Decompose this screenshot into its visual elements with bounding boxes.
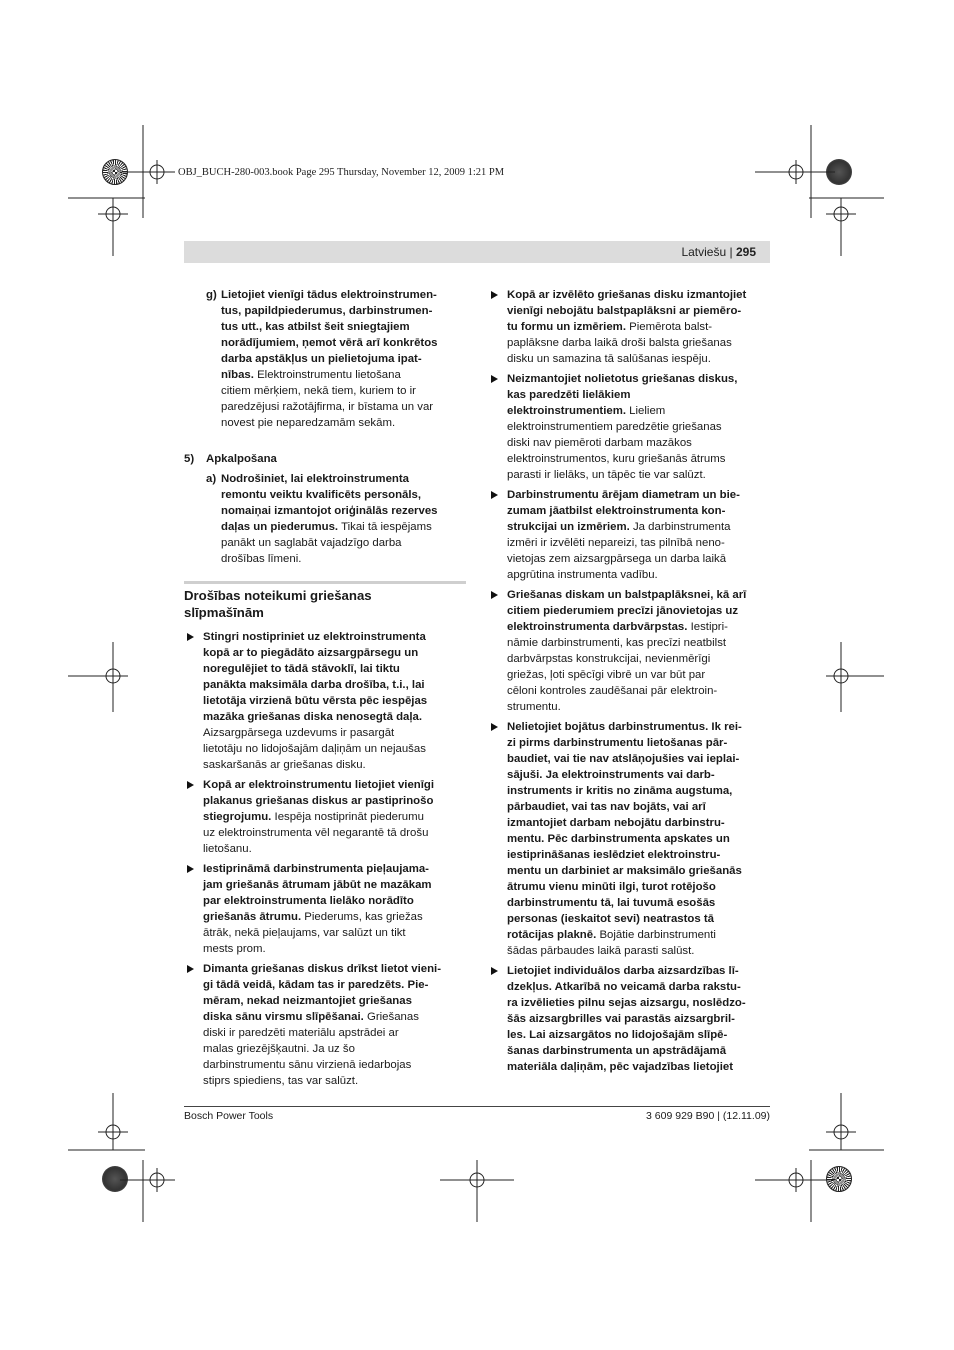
text-line: gi tādā veidā, kādam tas ir paredzēts. Pie- [203, 979, 429, 991]
normal-run: Griešanas [363, 1011, 419, 1023]
text-line: Lietojiet individuālos darba aizsardzības lī- [507, 965, 739, 977]
text-line: drošības līmeni. [221, 553, 302, 565]
text-line: nāmie darbinstrumenti, kas precīzi neatbilst [507, 637, 727, 649]
bullet-item [184, 777, 466, 857]
page-header [184, 241, 770, 263]
text-line: darbvārpstas konstrukcijai, nevienmērīgi [507, 653, 711, 665]
text-line [507, 619, 770, 635]
text-line: griežas, ļoti spēcīgi vibrē un var būt par [507, 669, 706, 681]
color-wheel-top-right [826, 159, 852, 185]
triangle-bullet-icon [491, 375, 498, 383]
text-line: Lietojiet vienīgi tādus elektroinstrumen- [221, 289, 437, 301]
text-line: tus, papildpiederumus, darbinstrumen- [221, 305, 433, 317]
text-line: Darbinstrumentu ārējam diametram un bie- [507, 489, 740, 501]
bullet-item [184, 629, 466, 773]
text-line: paplāksne darba laikā droši balsta griešanas [507, 337, 732, 349]
right-column [488, 287, 770, 1079]
text-line: pārbaudiet, vai tas nav bojāts, vai arī [507, 801, 706, 813]
normal-run: Elektroinstrumentu lietošana [253, 369, 401, 381]
triangle-bullet-icon [187, 865, 194, 873]
normal-run: Lieliem [626, 405, 666, 417]
text-line: mēram, nekad neizmantojiet griešanas [203, 995, 412, 1007]
text-line: citiem mērķiem, nekā tiem, kuriem to ir [221, 385, 416, 397]
text-line: lietotāju no lidojošajām daļiņām un nejaušas [203, 743, 426, 755]
normal-run: Tikai tā iespējams [338, 521, 432, 533]
triangle-bullet-icon [491, 591, 498, 599]
bold-run: rotācijas plaknē. [507, 929, 597, 941]
text-line: mentu un darbiniet ar maksimālo griešanās [507, 865, 742, 877]
text-line [507, 927, 770, 943]
section-number: 5) [184, 453, 195, 465]
text-line: novest pie neparedzamām sekām. [221, 417, 396, 429]
text-line: norādījumiem, ņemot vērā arī konkrētos [221, 337, 438, 349]
text-line: izmēri ir izvēlēti nepareizi, tas pilnībā neno- [507, 537, 725, 549]
color-wheel-bottom-left [102, 1166, 128, 1192]
normal-run: Piemērota balst- [625, 321, 713, 333]
normal-run: Ja darbinstrumenta [629, 521, 731, 533]
text-line: citiem piederumiem precīzi jānovietojas uz [507, 605, 739, 617]
text-line: Dimanta griešanas diskus drīkst lietot vieni- [203, 963, 442, 975]
text-line: noregulējiet to tādā stāvoklī, lai tiktu [203, 663, 400, 675]
bullet-item [488, 371, 770, 483]
triangle-bullet-icon [491, 491, 498, 499]
heading-line: slīpmašīnām [184, 605, 264, 620]
text-line: panākt un saglabāt vajadzīgo darba [221, 537, 402, 549]
text-line [221, 367, 466, 383]
text-line: diski ir paredzēti materiālu apstrādei ar [203, 1027, 399, 1039]
text-line: uz elektroinstrumenta vēl negarantē tā drošu [203, 827, 429, 839]
text-line: darbinstrumentu sānu virzienā iedarbojas [203, 1059, 412, 1071]
text-line: vietojas zem aizsargpārsega un darba laikā [507, 553, 727, 565]
bold-run: diska sānu virsmu slīpēšanai. [203, 1011, 364, 1023]
bullet-item [488, 963, 770, 1075]
text-line: ātrumu vienu minūti ilgi, turot rotējošo [507, 881, 716, 893]
triangle-bullet-icon [491, 723, 498, 731]
text-line: vienīgi nebojātu balstpaplāksni ar piemēro- [507, 305, 742, 317]
footer-brand: Bosch Power Tools [184, 1110, 274, 1122]
text-line: šādas pārbaudes laikā parasti salūst. [507, 945, 695, 957]
left-column [184, 287, 466, 1093]
text-line: remontu veiktu kvalificēts personāls, [221, 489, 422, 501]
text-line: izmantojiet darbam nebojātu darbinstru- [507, 817, 725, 829]
normal-run: Bojātie darbinstrumenti [596, 929, 716, 941]
bullet-item [488, 487, 770, 583]
text-line: strumentu. [507, 701, 561, 713]
text-line [507, 319, 770, 335]
bold-run: elektroinstrumentiem. [507, 405, 627, 417]
header-language: Latviešu [681, 245, 727, 259]
text-line: ra izvēlieties pilnu sejas aizsargu, noslēdzo- [507, 997, 746, 1009]
header-separator: | [729, 245, 733, 259]
bold-run: stiegrojumu. [203, 811, 272, 823]
text-line: Stingri nostipriniet uz elektroinstrumenta [203, 631, 426, 643]
color-wheel-bottom-right [826, 1166, 852, 1192]
list-marker: a) [206, 473, 217, 485]
text-line: šās aizsargbrilles vai parastās aizsargbril- [507, 1013, 735, 1025]
text-line [203, 809, 466, 825]
text-line [507, 403, 770, 419]
footer-doc-id: 3 609 929 B90 | (12.11.09) [646, 1110, 770, 1122]
text-line: elektroinstrumentos, kuru griešanās ātrums [507, 453, 726, 465]
text-line: sājuši. Ja elektroinstruments vai darb- [507, 769, 715, 781]
text-line: Kopā ar izvēlēto griešanas disku izmantojiet [507, 289, 747, 301]
text-line: ātrāk, nekā pieļaujams, var salūzt un tikt [203, 927, 406, 939]
normal-run: Piederums, kas griežas [301, 911, 423, 923]
text-line [221, 519, 466, 535]
bullet-item [488, 287, 770, 367]
bullet-item [184, 861, 466, 957]
triangle-bullet-icon [187, 965, 194, 973]
bullet-item [488, 587, 770, 715]
text-line: nomaiņai izmantojot oriģinālās rezerves [221, 505, 438, 517]
normal-run: Iestipri- [687, 621, 728, 633]
text-line: kopā ar to piegādāto aizsargpārsegu un [203, 647, 419, 659]
text-line: materiāla daļiņām, pēc vajadzības lietojiet [507, 1061, 734, 1073]
text-line [203, 909, 466, 925]
text-line [507, 519, 770, 535]
text-line: mazāka griešanas diska nenosegtā daļa. [203, 711, 423, 723]
text-line: malas griezējšķautni. Ja uz šo [203, 1043, 355, 1055]
section-5-heading [184, 451, 466, 467]
text-line: Nelietojiet bojātus darbinstrumentus. Ik rei- [507, 721, 742, 733]
bold-run: daļas un piederumus. [221, 521, 339, 533]
text-line: Aizsargpārsega uzdevums ir pasargāt [203, 727, 395, 739]
text-line: paredzējusi ražotājfirma, ir bīstama un var [221, 401, 434, 413]
footer-divider [184, 1106, 770, 1107]
text-line: diski nav piemēroti darbam mazākos [507, 437, 692, 449]
text-line: parasti ir lielāks, un tāpēc tie var salūzt. [507, 469, 706, 481]
text-line: Neizmantojiet nolietotus griešanas diskus, [507, 373, 738, 385]
text-line: tus utt., kas atbilst šeit sniegtajiem [221, 321, 410, 333]
text-line: šanas darbinstrumenta un apstrādājamā [507, 1045, 727, 1057]
text-line: jam griešanās ātrumam jābūt ne mazākam [203, 879, 432, 891]
triangle-bullet-icon [187, 633, 194, 641]
text-line: mentu. Pēc darbinstrumenta apskates un [507, 833, 730, 845]
bold-run: nības. [221, 369, 254, 381]
text-line: saskaršanās ar griešanas disku. [203, 759, 366, 771]
list-item-a [184, 471, 466, 567]
section-title: Apkalpošana [206, 453, 277, 465]
list-marker: g) [206, 289, 217, 301]
text-line: lietotāja virzienā būtu vērsta pēc iespējas [203, 695, 428, 707]
triangle-bullet-icon [491, 967, 498, 975]
text-line: darbinstrumentu tā, lai tuvumā esošās [507, 897, 716, 909]
bold-run: elektroinstrumenta darbvārpstas. [507, 621, 688, 633]
text-line: Griešanas diskam un balstpaplāksnei, kā arī [507, 589, 747, 601]
text-line: darba apstākļus un pielietojuma ipat- [221, 353, 422, 365]
bold-run: strukcijai un izmēriem. [507, 521, 630, 533]
print-metadata: OBJ_BUCH-280-003.book Page 295 Thursday, November 12, 2009 1:21 PM [178, 167, 505, 178]
color-wheel-top-left [102, 159, 128, 185]
text-line: kas paredzēti lielākiem [507, 389, 631, 401]
text-line: par elektroinstrumenta lielāko norādīto [203, 895, 414, 907]
bold-run: tu formu un izmēriem. [507, 321, 626, 333]
text-line: iestiprināšanas ieslēdziet elektroinstru- [507, 849, 721, 861]
text-line: Iestiprināmā darbinstrumenta pieļaujama- [203, 863, 429, 875]
text-line: les. Lai aizsargātos no lidojošajām slīpē- [507, 1029, 728, 1041]
triangle-bullet-icon [187, 781, 194, 789]
heading-line: Drošības noteikumi griešanas [184, 588, 372, 603]
text-line: cēloni kontroles zaudēšanai pār elektroin- [507, 685, 718, 697]
text-line: disku un samazina tā salūšanas iespēju. [507, 353, 711, 365]
text-line: stiprs spiediens, tas var salūzt. [203, 1075, 359, 1087]
page-number: 295 [735, 245, 756, 259]
bullet-item [184, 961, 466, 1089]
bullet-item [488, 719, 770, 959]
normal-run: Iespēja nostiprināt piederumu [271, 811, 424, 823]
text-line: Nodrošiniet, lai elektroinstrumenta [221, 473, 409, 485]
text-line: plakanus griešanas diskus ar pastiprinošo [203, 795, 434, 807]
text-line: elektroinstrumentiem paredzētie griešanas [507, 421, 722, 433]
text-line: personas (ieskaitot sevi) neatrastos tā [507, 913, 715, 925]
section-divider [184, 581, 466, 584]
text-line: mests prom. [203, 943, 266, 955]
text-line: apgrūtina instrumenta vadību. [507, 569, 658, 581]
list-item-g [184, 287, 466, 431]
triangle-bullet-icon [491, 291, 498, 299]
text-line: baudiet, vai tie nav atslāņojušies vai ieplai- [507, 753, 740, 765]
text-line: Kopā ar elektroinstrumentu lietojiet vienīgi [203, 779, 435, 791]
text-line: zi pirms darbinstrumentu lietošanas pār- [507, 737, 728, 749]
header-text [681, 245, 756, 259]
text-line: dzekļus. Atkarībā no veicamā darba rakstu- [507, 981, 741, 993]
section-heading [184, 587, 466, 621]
text-line: zumam jāatbilst elektroinstrumenta kon- [507, 505, 726, 517]
text-line [203, 1009, 466, 1025]
text-line: instruments ir kritis no zināma augstuma, [507, 785, 733, 797]
text-line: panākta maksimāla darba drošība, t.i., lai [203, 679, 425, 691]
bold-run: griešanās ātrumu. [203, 911, 302, 923]
text-line: lietošanu. [203, 843, 252, 855]
